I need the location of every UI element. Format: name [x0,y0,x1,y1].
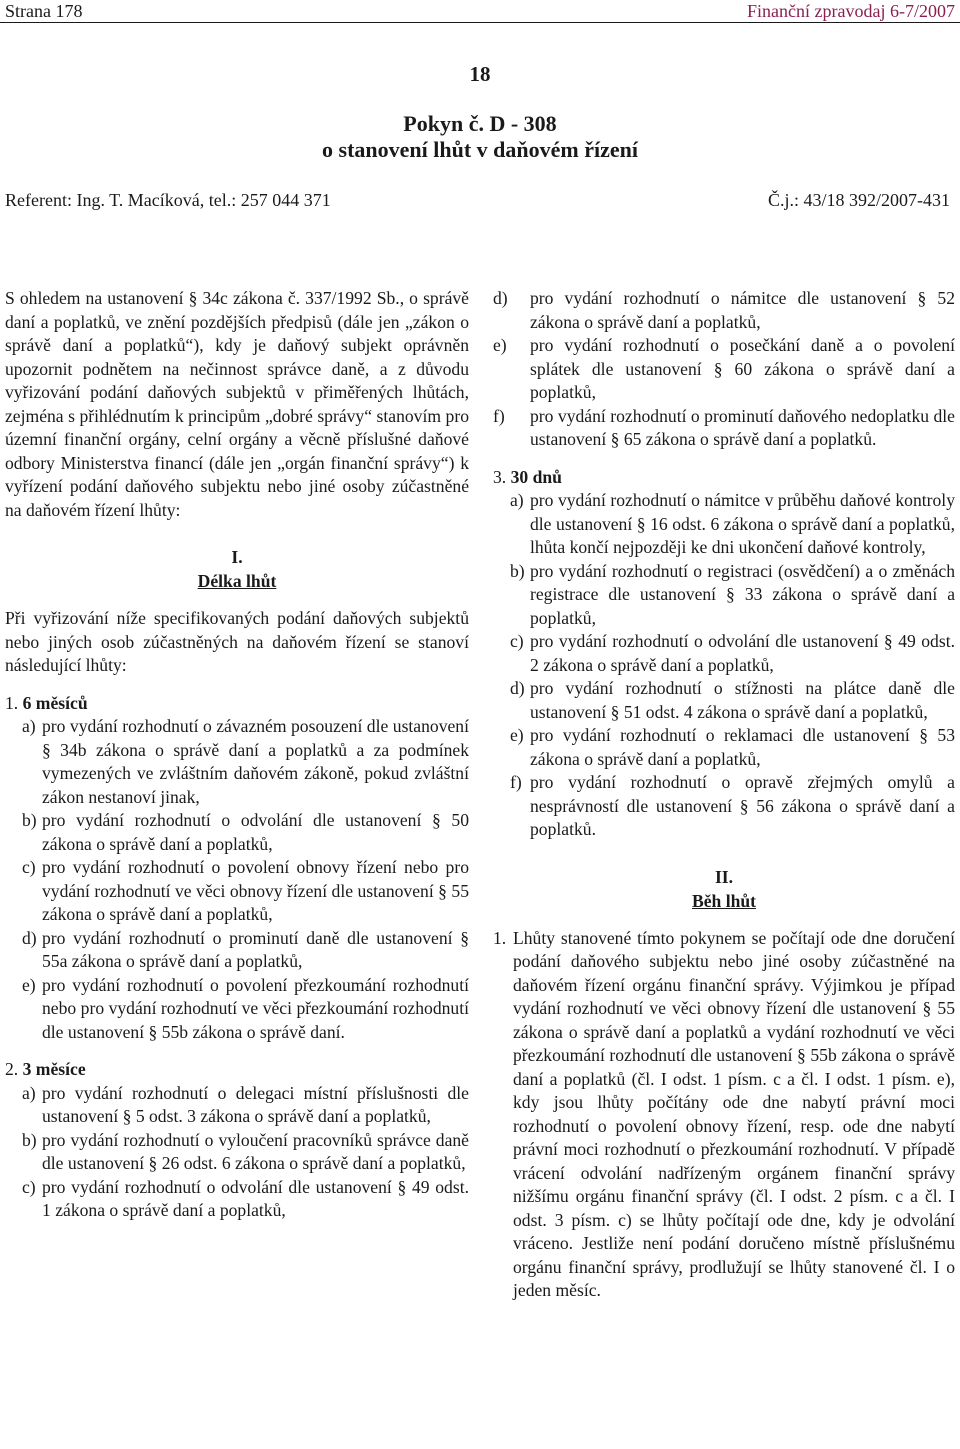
list-item [493,489,955,560]
list-item [5,1082,469,1129]
referent-line [5,188,950,212]
document-number: 18 [469,62,491,86]
list-item [493,724,955,771]
group-duration: 30 dnů [510,466,562,487]
item-letter: d) [22,927,37,948]
item-letter: f) [493,405,505,426]
section-2-paragraph-1 [493,927,955,1303]
item-text: pro vydání rozhodnutí o odvolání dle ustanovení § 49 odst. 1 zákona o správě daní a poplatků, [42,1176,469,1220]
item-letter: c) [22,1176,36,1197]
group-title [5,692,469,716]
item-text: pro vydání rozhodnutí o prominutí daňového nedoplatku dle ustanovení § 65 zákona o správě daní a poplatků. [530,405,955,449]
section-2-title: Běh lhůt [691,890,757,911]
item-letter: b) [510,560,525,581]
list-item [493,287,955,334]
item-text: pro vydání rozhodnutí o vyloučení pracovníků správce daně dle ustanovení § 26 odst. 6 zákona o správě daní a poplatků, [42,1129,469,1173]
item-text: pro vydání rozhodnutí o registraci (osvědčení) a o změnách registrace dle ustanovení § 33 zákona o správě daní a poplatků, [530,560,955,628]
item-letter: c) [510,631,524,651]
item-letter: a) [22,1082,36,1103]
group-title [5,1058,469,1082]
list-item [5,927,469,974]
list-item [5,809,469,856]
paragraph-text: Lhůty stanovené tímto pokynem se počítají ode dne doručení podání daňového subjektu nebo jiné osoby zúčastněné na daňovém řízení orgánu finanční správy. Výjimkou je případ vydání rozhodnutí ve věci obnovy řízení dle ustanovení § 55 zákona o správě daní a poplatků a vydání rozhodnutí ve věci přezkoumání rozhodnutí dle ustanovení § 55b zákona o správě daní a poplatků (čl. I odst. 1 písm. c a čl. I odst. 1 písm. e), kdy jsou lhůty počítány ode dne nabytí právní moci rozhodnutí o povolení obnovy řízení, resp. ode dne nabytí právní moci rozhodnutí o přezkoumání rozhodnutí. V případě vrácení odvolání nadřízeným orgánem finanční správy nižšímu orgánu finanční správy (čl. I odst. 2 písm. c a čl. I odst. 3 písm. c) se lhůty počítají ode dne, kdy je odvolání vráceno. Jestliže není podání doručeno místně příslušnému orgánu finanční správy, prodlužují se lhůty stanovené čl. I o jeden měsíc. [513,927,955,1300]
item-letter: e) [22,974,36,995]
document-title-line-1: Pokyn č. D - 308 [403,111,557,136]
item-text: pro vydání rozhodnutí o povolení přezkoumání rozhodnutí nebo pro vydání rozhodnutí ve věci přezkoumání rozhodnutí dle ustanovení § 55b zákona o správě daní. [42,974,469,1042]
item-text: pro vydání rozhodnutí o odvolání dle ustanovení § 49 odst. 2 zákona o správě daní a poplatků, [530,631,955,675]
item-letter: a) [510,490,524,510]
section-2-roman: II. [714,866,734,887]
section-1-title: Délka lhůt [197,571,277,591]
referent: Referent: Ing. T. Macíková, tel.: 257 044 371 [5,190,331,210]
intro-paragraph: S ohledem na ustanovení § 34c zákona č. 337/1992 Sb., o správě daní a poplatků, ve znění pozdějších předpisů (dále jen „zákon o správě daní a poplatků“), kdy je daňový subjekt oprávněn upozornit podnětem na nečinnost správce daně, a z důvodu vyřizování podání daňových subjektů v přiměřených lhůtách, zejména s přihlédnutím k principům „dobré správy“ stanovím pro územní finanční orgány, celní orgány a věcně příslušné daňové odbory Ministerstva financí (dále jen „orgán finanční správy“) k vyřízení podání daňového subjektu nebo jiné osoby zúčastněné na daňovém řízení lhůty: [5,288,469,520]
list-item [5,715,469,809]
list-item [493,677,955,724]
list-item [5,1129,469,1176]
header-rule [0,22,960,23]
item-text: pro vydání rozhodnutí o reklamaci dle ustanovení § 53 zákona o správě daní a poplatků, [530,725,955,769]
item-letter: d) [510,678,525,698]
item-text: pro vydání rozhodnutí o prominutí daně dle ustanovení § 55a zákona o správě daní a poplatků, [42,927,469,971]
reference-number: Č.j.: 43/18 392/2007-431 [767,190,950,210]
section-1-heading [5,545,469,593]
group-number: 2. [5,1059,19,1079]
section-1-intro: Při vyřizování níže specifikovaných podání daňových subjektů nebo jiných osob zúčastněných na daňovém řízení se stanoví následující lhůty: [5,608,469,675]
group-number: 3. [493,466,507,487]
item-letter: b) [22,1129,37,1150]
item-text: pro vydání rozhodnutí o námitce dle ustanovení § 52 zákona o správě daní a poplatků, [530,288,955,332]
item-letter: e) [493,335,507,355]
item-letter: d) [493,288,508,308]
section-1-roman: I. [231,547,243,567]
list-item [493,560,955,631]
left-column [5,287,469,1223]
item-text: pro vydání rozhodnutí o povolení obnovy řízení nebo pro vydání rozhodnutí ve věci obnovy řízení dle ustanovení § 55 zákona o správě daní a poplatků, [42,857,469,924]
list-item [5,974,469,1045]
list-item [5,856,469,927]
right-column [493,287,955,1303]
item-text: pro vydání rozhodnutí o opravě zřejmých omylů a nesprávností dle ustanovení § 56 zákona o správě daní a poplatků. [530,772,955,839]
section-2-heading [493,865,955,913]
list-item [493,334,955,405]
list-item [493,630,955,677]
group-title [493,466,955,490]
item-letter: e) [510,725,524,745]
deadline-group-30-days [493,466,955,842]
group-duration: 6 měsíců [22,692,88,713]
journal-title: Finanční zpravodaj 6-7/2007 [747,1,955,21]
deadline-group-3-months-continued [493,287,955,452]
page-number: Strana 178 [5,1,83,21]
group-duration: 3 měsíce [22,1059,86,1079]
list-item [493,405,955,452]
item-letter: a) [22,716,36,736]
deadline-group-6-months [5,692,469,1045]
item-text: pro vydání rozhodnutí o odvolání dle ustanovení § 50 zákona o správě daní a poplatků, [42,810,469,854]
document-title [0,111,960,163]
item-letter: c) [22,857,36,877]
deadline-group-3-months [5,1058,469,1223]
item-text: pro vydání rozhodnutí o závazném posouzení dle ustanovení § 34b zákona o správě daní a poplatků a za podmínek vymezených ve zvláštním daňovém zákoně, pokud zvláštní zákon nestanoví jinak, [42,716,469,807]
item-letter: f) [510,772,522,792]
list-item [493,771,955,842]
item-text: pro vydání rozhodnutí o námitce v průběhu daňové kontroly dle ustanovení § 16 odst. 6 zákona o správě daní a poplatků, lhůta končí nejpozději ke dni ukončení daňové kontroly, [530,490,955,557]
list-item [5,1176,469,1223]
item-text: pro vydání rozhodnutí o stížnosti na plátce daně dle ustanovení § 51 odst. 4 zákona o správě daní a poplatků, [530,678,955,722]
document-title-line-2: o stanovení lhůt v daňovém řízení [322,137,638,162]
item-text: pro vydání rozhodnutí o delegaci místní příslušnosti dle ustanovení § 5 odst. 3 zákona o správě daní a poplatků, [42,1082,469,1126]
item-text: pro vydání rozhodnutí o posečkání daně a o povolení splátek dle ustanovení § 60 zákona o správě daní a poplatků, [530,335,955,402]
paragraph-number: 1. [493,927,507,948]
item-letter: b) [22,810,37,830]
group-number: 1. [5,692,19,713]
